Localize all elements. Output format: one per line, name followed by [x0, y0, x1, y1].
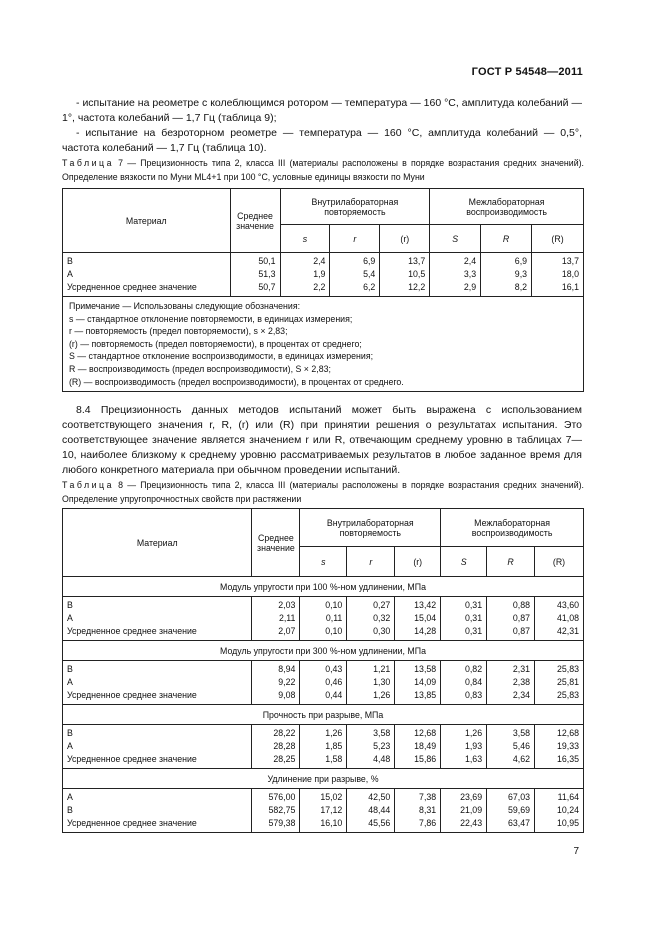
header-R: R — [487, 547, 535, 577]
header-reproducibility: Межлабораторная воспроизводимость — [441, 509, 584, 547]
page-number: 7 — [573, 846, 579, 857]
section-title: Модуль упругости при 100 %-ном удлинении, МПа — [63, 577, 584, 597]
header-r-percent: (r) — [395, 547, 441, 577]
table-8 — [62, 508, 584, 833]
header-s: s — [280, 225, 330, 253]
header-repeatability: Внутрилабораторная повторяемость — [300, 509, 441, 547]
section-title: Модуль упругости при 300 %-ном удлинении, МПа — [63, 641, 584, 661]
header-reproducibility: Межлабораторная воспроизводимость — [430, 189, 584, 225]
table8-caption — [62, 478, 584, 506]
intro-line-2: - испытание на безроторном реометре — температура — 160 °С, амплитуда колебаний — 0,5°, частота колебаний — 1,7 Гц (таблица 10). — [62, 127, 582, 154]
table8-caption-word: Таблица — [62, 480, 114, 490]
table8-data-row: В А Усредненное среднее значение 2,03 2,11 2,07 0,10 0,11 0,10 0,27 0,32 0,30 13,42 15,04 14,28 0,31 0,31 0,31 0,88 0,87 0,87 43,60 41,08 42,31 — [63, 597, 584, 641]
header-S: S — [430, 225, 481, 253]
section-title: Удлинение при разрыве, % — [63, 769, 584, 789]
table7-caption-text: 7 — Прецизионность типа 2, класса III (материалы расположены в порядке возрастания средних значений). Определение вязкости по Муни ML4+1 при 100 °С, условные единицы вязкости по Муни — [62, 158, 584, 182]
header-material: Материал — [63, 509, 252, 577]
table7-caption-word: Таблица — [62, 158, 114, 168]
header-r: r — [347, 547, 395, 577]
header-mean: Среднее значение — [252, 509, 300, 577]
header-repeatability: Внутрилабораторная повторяемость — [280, 189, 430, 225]
header-r: r — [330, 225, 380, 253]
header-r-percent: (r) — [380, 225, 430, 253]
header-s: s — [300, 547, 347, 577]
table-7 — [62, 188, 584, 392]
header-material: Материал — [63, 189, 231, 253]
section-title: Прочность при разрыве, МПа — [63, 705, 584, 725]
intro-line-1: - испытание на реометре с колеблющимся ротором — температура — 160 °С, амплитуда колебаний — 1°, частота колебаний — 1,7 Гц (таблица 9); — [62, 97, 582, 124]
table7-caption — [62, 156, 584, 184]
header-R-percent: (R) — [532, 225, 584, 253]
table8-caption-text: 8 — Прецизионность типа 2, класса III (материалы расположены в порядке возрастания средних значений). Определение упругопрочностных свойств при растяжении — [62, 480, 584, 504]
table7-notes: Примечание — Использованы следующие обозначения: s — стандартное отклонение повторяемости, в единицах измерения; r — повторяемость (предел повторяемости), s × 2,83; (r) — повторяемость (предел повторяемости), в процентах от среднего; S — стандартное отклонение воспроизводимости, в единицах измерения; R — воспроизводимость (предел воспроизводимости), S × 2,83; (R) — воспроизводимость (предел воспроизводимости), в процентах от среднего. — [63, 297, 584, 392]
section-8-4: 8.4 Прецизионность данных методов испытаний может быть выражена с использованием соответствующего значения r, R, (r) или (R) при принятии решения о результатах испытания. Это соответствующее значение является значением r или R, отвечающим среднему уровню в таблицах 7—10, наиболее близкому к среднему уровню рассматриваемых результатов в любое заданное время для любого конкретного материала при обычном проведении испытаний. — [62, 404, 582, 476]
header-S: S — [441, 547, 487, 577]
header-mean: Среднее значение — [230, 189, 280, 253]
header-R: R — [481, 225, 532, 253]
table8-data-row: В А Усредненное среднее значение 8,94 9,22 9,08 0,43 0,46 0,44 1,21 1,30 1,26 13,58 14,09 13,85 0,82 0,84 0,83 2,31 2,38 2,34 25,83 25,81 25,83 — [63, 661, 584, 705]
table7-data-row: В А Усредненное среднее значение 50,1 51,3 50,7 2,4 1,9 2,2 6,9 5,4 6,2 13,7 10,5 12,2 2,4 3,3 2,9 6,9 9,3 8,2 13,7 18,0 16,1 — [63, 253, 584, 297]
table8-data-row: В А Усредненное среднее значение 28,22 28,28 28,25 1,26 1,85 1,58 3,58 5,23 4,48 12,68 18,49 15,86 1,26 1,93 1,63 3,58 5,46 4,62 12,68 19,33 16,35 — [63, 725, 584, 769]
document-header: ГОСТ Р 54548—2011 — [471, 66, 583, 78]
table8-data-row: А В Усредненное среднее значение 576,00 582,75 579,38 15,02 17,12 16,10 42,50 48,44 45,56 7,38 8,31 7,86 23,69 21,09 22,43 67,03 59,69 63,47 11,64 10,24 10,95 — [63, 789, 584, 833]
header-R-percent: (R) — [535, 547, 584, 577]
